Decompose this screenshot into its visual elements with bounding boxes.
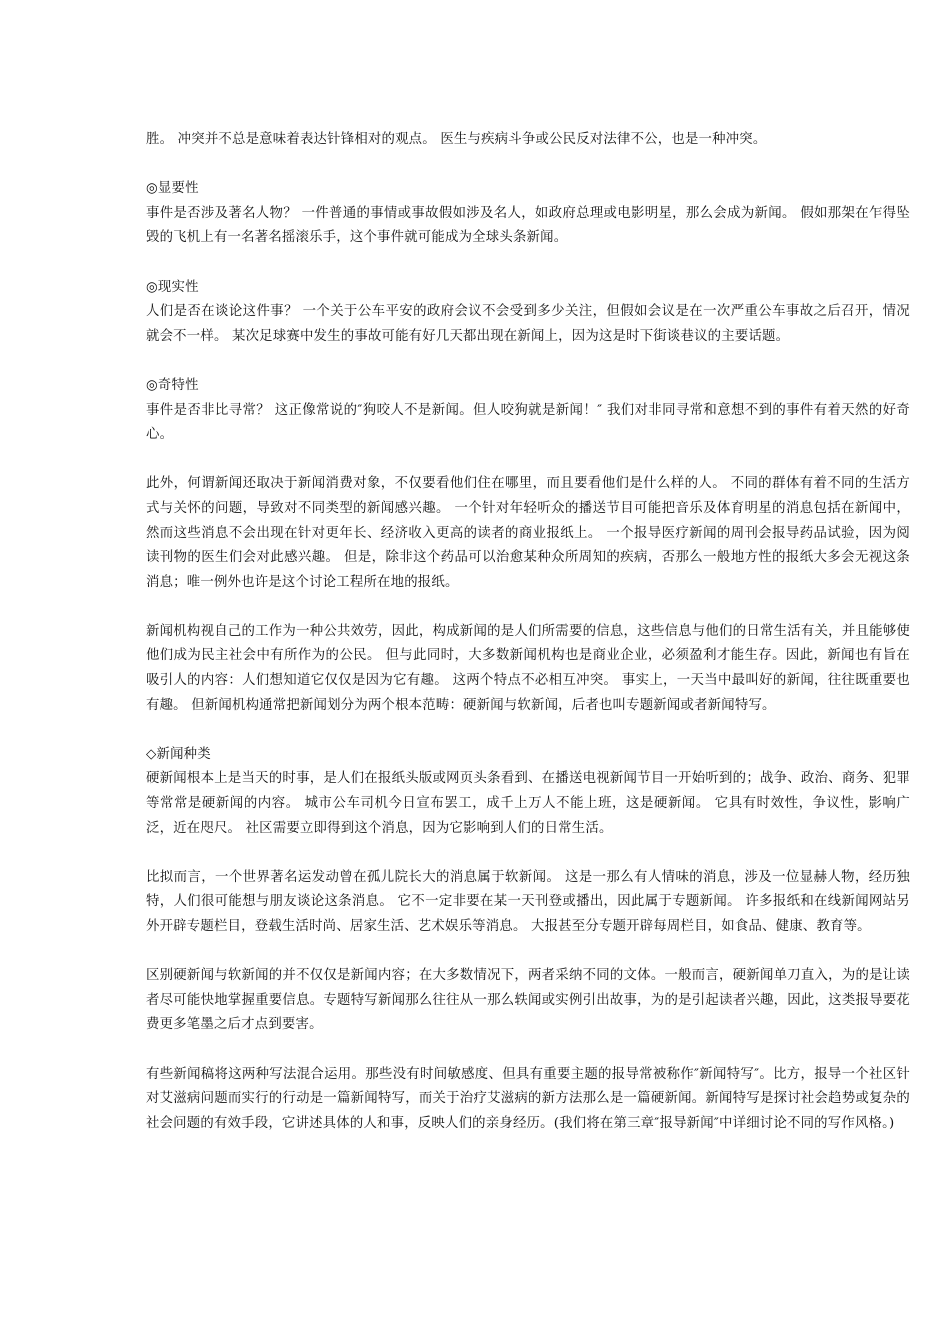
section-body-prominence: 事件是否涉及著名人物？ 一件普通的事情或事故假如涉及名人，如政府总理或电影明星，那么会成为新闻。 假如那架在乍得坠毁的飞机上有一名著名摇滚乐手，这个事件就可能成为全球头条新闻。 (146, 205, 910, 246)
paragraph-soft-news: 比拟而言，一个世界著名运发动曾在孤儿院长大的消息属于软新闻。 这是一那么有人情味的消息，涉及一位显赫人物，经历独特，人们很可能想与朋友谈论这条消息。 它不一定非要在某一天刊登或播出，因此属于专题新闻。 许多报纸和在线新闻网站另外开辟专题栏目，登载生活时尚、居家生活、艺术娱乐等消息。 大报甚至分专题开辟每周栏目，如食品、健康、教育等。 (146, 869, 910, 934)
section-currency (146, 276, 910, 350)
paragraph-difference: 区别硬新闻与软新闻的并不仅仅是新闻内容；在大多数情况下，两者采纳不同的文体。一般而言，硬新闻单刀直入，为的是让读者尽可能快地掌握重要信息。专题特写新闻那么往往从一那么轶闻或实例引出故事，为的是引起读者兴趣，因此，这类报导要花费更多笔墨之后才点到要害。 (146, 968, 910, 1033)
section-heading-novelty: ◎奇特性 (146, 377, 199, 393)
section-novelty (146, 374, 910, 448)
paragraph-institutions: 新闻机构视自己的工作为一种公共效劳，因此，构成新闻的是人们所需要的信息，这些信息与他们的日常生活有关，并且能够使他们成为民主社会中有所作为的公民。 但与此同时，大多数新闻机构也是商业企业，必须盈利才能生存。因此，新闻也有旨在吸引人的内容：人们想知道它仅仅是因为它有趣。 这两个特点不必相互冲突。 事实上，一天当中最叫好的新闻，往往既重要也有趣。 但新闻机构通常把新闻划分为两个根本范畴：硬新闻与软新闻，后者也叫专题新闻或者新闻特写。 (146, 623, 910, 713)
paragraph-hard-news: 硬新闻根本上是当天的时事，是人们在报纸头版或网页头条看到、在播送电视新闻节目一开始听到的；战争、政治、商务、犯罪等常常是硬新闻的内容。 城市公车司机今日宣布罢工，成千上万人不能上班，这是硬新闻。 它具有时效性，争议性，影响广泛，近在咫尺。 社区需要立即得到这个消息，因为它影响到人们的日常生活。 (146, 771, 910, 836)
section-heading-prominence: ◎显要性 (146, 181, 199, 197)
paragraph-mixed: 有些新闻稿将这两种写法混合运用。那些没有时间敏感度、但具有重要主题的报导常被称作″新闻特写″。比方，报导一个社区针对艾滋病问题而实行的行动是一篇新闻特写，而关于治疗艾滋病的新方法那么是一篇硬新闻。新闻特写是探讨社会趋势或复杂的社会问题的有效手段，它讲述具体的人和事，反映人们的亲身经历。(我们将在第三章″报导新闻″中详细讨论不同的写作风格。) (146, 1066, 910, 1131)
paragraph-conflict-end: 胜。 冲突并不总是意味着表达针锋相对的观点。 医生与疾病斗争或公民反对法律不公，也是一种冲突。 (146, 132, 767, 147)
section-body-currency: 人们是否在谈论这件事？ 一个关于公车平安的政府会议不会受到多少关注，但假如会议是在一次严重公车事故之后召开，情况就会不一样。 某次足球赛中发生的事故可能有好几天都出现在新闻上，因为这是时下街谈巷议的主要话题。 (146, 304, 910, 344)
section-heading-currency: ◎现实性 (146, 279, 199, 295)
section-news-types (146, 743, 910, 841)
document-body (146, 128, 910, 1161)
section-heading-news-types: ◇新闻种类 (146, 746, 211, 762)
paragraph-audience: 此外，何谓新闻还取决于新闻消费对象，不仅要看他们住在哪里，而且要看他们是什么样的人。 不同的群体有着不同的生活方式与关怀的问题，导致对不同类型的新闻感兴趣。 一个针对年轻听众的播送节目可能把音乐及体育明星的消息包括在新闻中，然而这些消息不会出现在针对更年长、经济收入更高的读者的商业报纸上。 一个报导医疗新闻的周刊会报导药品试验，因为阅读刊物的医生们会对此感兴趣。 但是，除非这个药品可以治愈某种众所周知的疾病，否那么一般地方性的报纸大多会无视这条消息；唯一例外也许是这个讨论工程所在地的报纸。 (146, 476, 910, 590)
section-prominence (146, 177, 910, 251)
section-body-novelty: 事件是否非比寻常？ 这正像常说的″狗咬人不是新闻。但人咬狗就是新闻！″ 我们对非同寻常和意想不到的事件有着天然的好奇心。 (146, 402, 910, 443)
